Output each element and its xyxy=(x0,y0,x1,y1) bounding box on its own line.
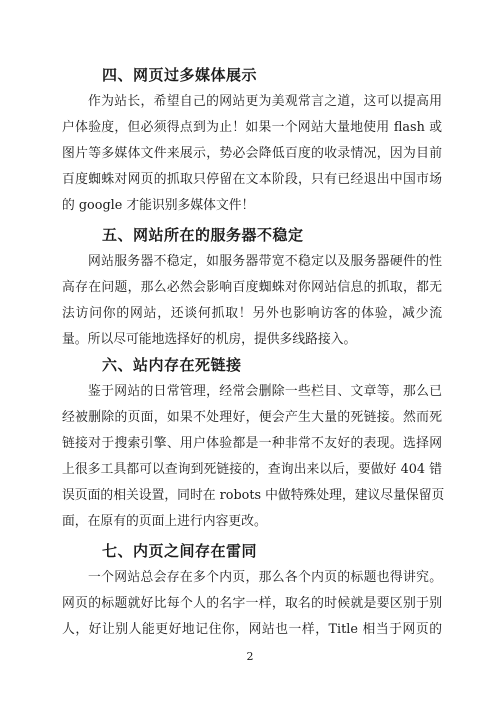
paragraph-line: 鉴于网站的日常管理，经常会删除一些栏目、文章等，那么已 xyxy=(88,384,442,399)
section-title-6: 六、站内存在死链接 xyxy=(102,356,242,374)
paragraph-line: 经被删除的页面，如果不处理好，便会产生大量的死链接。然而死 xyxy=(62,410,442,425)
section-title-7: 七、内页之间存在雷同 xyxy=(102,542,258,560)
section-title-4: 四、网页过多媒体展示 xyxy=(102,66,258,84)
paragraph-line: 误页面的相关设置，同时在 robots 中做特殊处理，建议尽量保留页 xyxy=(62,488,445,503)
paragraph-line: 人，好让别人能更好地记住你，网站也一样，Title 相当于网页的 xyxy=(62,622,442,637)
paragraph-line: 高存在问题，那么必然会影响百度蜘蛛对你网站信息的抓取，都无 xyxy=(62,280,442,295)
paragraph-line: 网站服务器不稳定，如服务器带宽不稳定以及服务器硬件的性 xyxy=(88,254,442,269)
page-number: 2 xyxy=(246,650,254,663)
paragraph-line: 网页的标题就好比每个人的名字一样，取名的时候就是要区别于别 xyxy=(62,596,442,611)
paragraph-line: 户体验度，但必须得点到为止！如果一个网站大量地使用 flash 或 xyxy=(62,120,442,135)
paragraph-line: 一个网站总会存在多个内页，那么各个内页的标题也得讲究。 xyxy=(88,570,442,585)
paragraph-line: 面，在原有的页面上进行内容更改。 xyxy=(62,514,267,529)
paragraph-line: 量。所以尽可能地选择好的机房，提供多线路接入。 xyxy=(62,332,357,347)
paragraph-line: 链接对于搜索引擎、用户体验都是一种非常不友好的表现。选择网 xyxy=(62,436,442,451)
paragraph-line: 百度蜘蛛对网页的抓取只停留在文本阶段，只有已经退出中国市场 xyxy=(62,172,442,187)
paragraph-line: 法访问你的网站，还谈何抓取！另外也影响访客的体验，减少流 xyxy=(62,306,442,321)
paragraph-line: 的 google 才能识别多媒体文件！ xyxy=(62,198,255,213)
paragraph-line: 作为站长，希望自己的网站更为美观常言之道，这可以提高用 xyxy=(88,94,442,109)
paragraph-line: 图片等多媒体文件来展示，势必会降低百度的收录情况，因为目前 xyxy=(62,146,442,161)
paragraph-line: 上很多工具都可以查询到死链接的，查询出来以后，要做好 404 错 xyxy=(62,462,442,477)
section-title-5: 五、网站所在的服务器不稳定 xyxy=(102,226,304,244)
